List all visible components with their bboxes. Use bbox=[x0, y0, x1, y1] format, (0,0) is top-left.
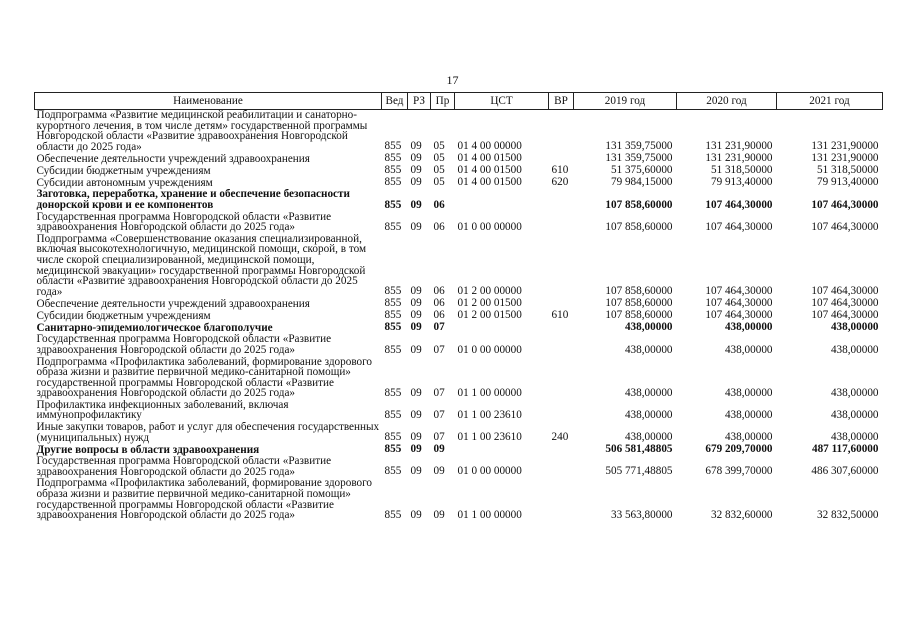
row-value-2019: 438,00000 bbox=[624, 386, 673, 399]
table-row bbox=[35, 478, 883, 521]
row-value-2020: 131 231,90000 bbox=[705, 153, 773, 165]
row-cst: 01 1 00 23610 bbox=[457, 409, 522, 422]
col-header-2021: 2021 год bbox=[777, 93, 883, 110]
table-row bbox=[35, 334, 883, 356]
row-value-2019: 51 375,60000 bbox=[610, 165, 673, 177]
row-value-2021: 32 832,50000 bbox=[816, 508, 879, 521]
row-value-2019: 506 581,48805 bbox=[605, 444, 673, 456]
col-header-rz: РЗ bbox=[408, 93, 431, 110]
row-value-2020: 51 318,50000 bbox=[710, 165, 773, 177]
row-pr: 06 bbox=[433, 298, 445, 310]
row-rz: 09 bbox=[410, 409, 422, 422]
row-pr: 09 bbox=[433, 508, 445, 521]
row-value-2019: 505 771,48805 bbox=[605, 465, 673, 478]
row-pr: 05 bbox=[433, 140, 445, 153]
table-row bbox=[35, 110, 883, 154]
row-cst: 01 0 00 00000 bbox=[457, 220, 522, 233]
row-ved: 855 bbox=[384, 140, 402, 153]
row-value-2020: 438,00000 bbox=[724, 409, 773, 422]
row-name: Государственная программа Новгородской области «Развитие здравоохранения Новгородской области до 2025 года» bbox=[36, 211, 332, 234]
row-cst bbox=[455, 444, 549, 456]
row-pr: 05 bbox=[433, 177, 445, 189]
row-vr bbox=[549, 110, 574, 154]
row-vr bbox=[549, 456, 574, 478]
row-vr bbox=[549, 298, 574, 310]
row-cst bbox=[455, 189, 549, 211]
row-cst: 01 0 00 00000 bbox=[457, 465, 522, 478]
row-name: Подпрограмма «Развитие медицинской реабилитации и санаторно-курортного лечения, в том числе детям» государственной программы Новгородской области «Развитие здравоохранения Новгородской области до 2025 года» bbox=[36, 109, 368, 153]
col-header-cst: ЦСТ bbox=[455, 93, 549, 110]
row-vr bbox=[549, 478, 574, 521]
row-name: Иные закупки товаров, работ и услуг для обеспечения государственных (муниципальных) нужд bbox=[36, 422, 380, 444]
row-value-2021: 131 231,90000 bbox=[811, 153, 879, 165]
row-value-2021: 131 231,90000 bbox=[811, 140, 879, 153]
row-value-2019: 33 563,80000 bbox=[610, 508, 673, 521]
table-row bbox=[35, 189, 883, 211]
row-value-2021: 438,00000 bbox=[830, 386, 879, 399]
row-value-2020: 438,00000 bbox=[724, 386, 773, 399]
row-rz: 09 bbox=[410, 165, 422, 177]
row-cst: 01 1 00 23610 bbox=[457, 431, 522, 444]
row-rz: 09 bbox=[410, 177, 422, 189]
row-pr: 07 bbox=[433, 322, 445, 334]
row-value-2020: 679 209,70000 bbox=[705, 444, 773, 456]
row-cst: 01 4 00 01500 bbox=[457, 153, 522, 165]
row-value-2021: 51 318,50000 bbox=[816, 165, 879, 177]
row-name: Субсидии автономным учреждениям bbox=[36, 177, 213, 189]
table-row bbox=[35, 212, 883, 234]
row-value-2021: 107 464,30000 bbox=[811, 220, 879, 233]
row-pr: 07 bbox=[433, 431, 445, 444]
row-vr: 610 bbox=[551, 165, 569, 177]
row-cst: 01 4 00 01500 bbox=[457, 177, 522, 189]
table-row bbox=[35, 456, 883, 478]
row-ved: 855 bbox=[384, 220, 402, 233]
table-row bbox=[35, 153, 883, 165]
row-value-2019: 107 858,60000 bbox=[605, 198, 673, 211]
row-value-2019: 131 359,75000 bbox=[605, 140, 673, 153]
row-ved: 855 bbox=[384, 298, 402, 310]
row-name: Подпрограмма «Совершенствование оказания специализированной, включая высокотехнологичную, медицинской помощи, скорой, в том числе скорой специализированной, медицинской помощи, медицинской эвакуации» государственной программы Новгородской области «Развитие здравоохранения Новгородской области до 2025 года» bbox=[36, 233, 367, 298]
row-pr: 06 bbox=[433, 220, 445, 233]
row-vr bbox=[549, 444, 574, 456]
table-row bbox=[35, 422, 883, 444]
row-value-2019: 107 858,60000 bbox=[605, 310, 673, 322]
row-value-2020: 678 399,70000 bbox=[705, 465, 773, 478]
row-value-2019: 438,00000 bbox=[624, 322, 673, 334]
row-value-2020: 107 464,30000 bbox=[705, 198, 773, 211]
row-value-2019: 438,00000 bbox=[624, 409, 673, 422]
row-name: Подпрограмма «Профилактика заболеваний, формирование здорового образа жизни и развитие первичной медико-санитарной помощи» государственной программы Новгородской области «Развитие здравоохранения Новгородской области до 2025 года» bbox=[36, 478, 373, 522]
row-ved: 855 bbox=[384, 386, 402, 399]
row-value-2020: 131 231,90000 bbox=[705, 140, 773, 153]
col-header-2020: 2020 год bbox=[677, 93, 777, 110]
row-value-2021: 487 117,60000 bbox=[811, 444, 879, 456]
row-name: Санитарно-эпидемиологическое благополучие bbox=[36, 322, 273, 334]
table-row bbox=[35, 165, 883, 177]
row-rz: 09 bbox=[410, 508, 422, 521]
row-value-2020: 107 464,30000 bbox=[705, 220, 773, 233]
row-name: Субсидии бюджетным учреждениям bbox=[36, 310, 211, 322]
row-value-2021: 438,00000 bbox=[830, 409, 879, 422]
row-vr bbox=[549, 212, 574, 234]
table-body bbox=[35, 110, 883, 522]
row-rz: 09 bbox=[410, 198, 422, 211]
row-name: Подпрограмма «Профилактика заболеваний, формирование здорового образа жизни и развитие первичной медико-санитарной помощи» государственной программы Новгородской области «Развитие здравоохранения Новгородской области до 2025 года» bbox=[36, 356, 373, 400]
budget-table bbox=[34, 92, 883, 522]
row-ved: 855 bbox=[384, 285, 402, 298]
row-value-2020: 438,00000 bbox=[724, 343, 773, 356]
row-value-2021: 107 464,30000 bbox=[811, 310, 879, 322]
row-name: Государственная программа Новгородской области «Развитие здравоохранения Новгородской области до 2025 года» bbox=[36, 456, 332, 478]
col-header-pr: Пр bbox=[431, 93, 455, 110]
row-name: Профилактика инфекционных заболеваний, включая иммунопрофилактику bbox=[36, 399, 289, 422]
table-row bbox=[35, 298, 883, 310]
row-ved: 855 bbox=[384, 322, 402, 334]
row-rz: 09 bbox=[410, 431, 422, 444]
row-rz: 09 bbox=[410, 444, 422, 456]
row-ved: 855 bbox=[384, 465, 402, 478]
row-value-2021: 438,00000 bbox=[830, 431, 879, 444]
row-cst: 01 2 00 00000 bbox=[457, 285, 522, 298]
row-vr: 240 bbox=[551, 431, 569, 444]
row-cst bbox=[455, 322, 549, 334]
row-ved: 855 bbox=[384, 508, 402, 521]
row-ved: 855 bbox=[384, 177, 402, 189]
row-rz: 09 bbox=[410, 465, 422, 478]
row-value-2019: 107 858,60000 bbox=[605, 285, 673, 298]
row-rz: 09 bbox=[410, 285, 422, 298]
row-vr bbox=[549, 357, 574, 400]
row-name: Обеспечение деятельности учреждений здравоохранения bbox=[36, 298, 310, 310]
row-value-2020: 107 464,30000 bbox=[705, 285, 773, 298]
row-value-2021: 107 464,30000 bbox=[811, 298, 879, 310]
table-header-row bbox=[35, 93, 883, 110]
row-value-2021: 438,00000 bbox=[830, 322, 879, 334]
row-pr: 07 bbox=[433, 343, 445, 356]
row-value-2020: 438,00000 bbox=[724, 431, 773, 444]
row-pr: 05 bbox=[433, 153, 445, 165]
row-pr: 07 bbox=[433, 409, 445, 422]
row-ved: 855 bbox=[384, 409, 402, 422]
row-ved: 855 bbox=[384, 343, 402, 356]
row-value-2021: 438,00000 bbox=[830, 343, 879, 356]
row-value-2020: 32 832,60000 bbox=[710, 508, 773, 521]
table-row bbox=[35, 357, 883, 400]
row-value-2021: 486 307,60000 bbox=[811, 465, 879, 478]
row-value-2020: 107 464,30000 bbox=[705, 310, 773, 322]
page-number: 17 bbox=[446, 73, 459, 87]
row-pr: 07 bbox=[433, 386, 445, 399]
row-cst: 01 4 00 01500 bbox=[457, 165, 522, 177]
row-value-2021: 107 464,30000 bbox=[811, 198, 879, 211]
row-value-2019: 438,00000 bbox=[624, 431, 673, 444]
row-value-2019: 131 359,75000 bbox=[605, 153, 673, 165]
row-pr: 09 bbox=[433, 444, 445, 456]
row-ved: 855 bbox=[384, 444, 402, 456]
table-row bbox=[35, 234, 883, 299]
row-pr: 05 bbox=[433, 165, 445, 177]
row-name: Обеспечение деятельности учреждений здравоохранения bbox=[36, 153, 310, 165]
row-rz: 09 bbox=[410, 386, 422, 399]
row-name: Другие вопросы в области здравоохранения bbox=[36, 444, 260, 456]
row-pr: 09 bbox=[433, 465, 445, 478]
row-value-2020: 79 913,40000 bbox=[710, 177, 773, 189]
row-pr: 06 bbox=[433, 285, 445, 298]
row-value-2019: 107 858,60000 bbox=[605, 220, 673, 233]
row-vr bbox=[549, 400, 574, 422]
row-ved: 855 bbox=[384, 153, 402, 165]
table-row bbox=[35, 177, 883, 189]
row-name: Субсидии бюджетным учреждениям bbox=[36, 165, 211, 177]
col-header-name: Наименование bbox=[35, 93, 382, 110]
row-value-2020: 438,00000 bbox=[724, 322, 773, 334]
row-ved: 855 bbox=[384, 198, 402, 211]
row-vr bbox=[549, 153, 574, 165]
row-ved: 855 bbox=[384, 431, 402, 444]
row-cst: 01 2 00 01500 bbox=[457, 310, 522, 322]
row-cst: 01 4 00 00000 bbox=[457, 140, 522, 153]
row-rz: 09 bbox=[410, 298, 422, 310]
row-name: Государственная программа Новгородской области «Развитие здравоохранения Новгородской области до 2025 года» bbox=[36, 334, 332, 356]
col-header-vr: ВР bbox=[549, 93, 574, 110]
row-rz: 09 bbox=[410, 140, 422, 153]
row-rz: 09 bbox=[410, 322, 422, 334]
row-rz: 09 bbox=[410, 310, 422, 322]
row-rz: 09 bbox=[410, 343, 422, 356]
row-rz: 09 bbox=[410, 220, 422, 233]
row-name: Заготовка, переработка, хранение и обеспечение безопасности донорской крови и ее компонентов bbox=[36, 189, 350, 211]
table-row bbox=[35, 444, 883, 456]
row-cst: 01 1 00 00000 bbox=[457, 508, 522, 521]
row-value-2019: 438,00000 bbox=[624, 343, 673, 356]
col-header-ved: Вед bbox=[382, 93, 408, 110]
row-cst: 01 0 00 00000 bbox=[457, 343, 522, 356]
row-pr: 06 bbox=[433, 310, 445, 322]
row-cst: 01 2 00 01500 bbox=[457, 298, 522, 310]
table-row bbox=[35, 400, 883, 422]
row-value-2019: 107 858,60000 bbox=[605, 298, 673, 310]
row-value-2021: 107 464,30000 bbox=[811, 285, 879, 298]
row-value-2021: 79 913,40000 bbox=[816, 177, 879, 189]
table-row bbox=[35, 322, 883, 334]
row-vr bbox=[549, 189, 574, 211]
row-pr: 06 bbox=[433, 198, 445, 211]
row-ved: 855 bbox=[384, 310, 402, 322]
row-ved: 855 bbox=[384, 165, 402, 177]
row-value-2019: 79 984,15000 bbox=[610, 177, 673, 189]
row-rz: 09 bbox=[410, 153, 422, 165]
row-vr bbox=[549, 234, 574, 299]
table-row bbox=[35, 310, 883, 322]
row-value-2020: 107 464,30000 bbox=[705, 298, 773, 310]
row-vr: 620 bbox=[551, 177, 569, 189]
row-vr bbox=[549, 334, 574, 356]
row-vr: 610 bbox=[551, 310, 569, 322]
row-vr bbox=[549, 322, 574, 334]
row-cst: 01 1 00 00000 bbox=[457, 386, 522, 399]
col-header-2019: 2019 год bbox=[574, 93, 677, 110]
